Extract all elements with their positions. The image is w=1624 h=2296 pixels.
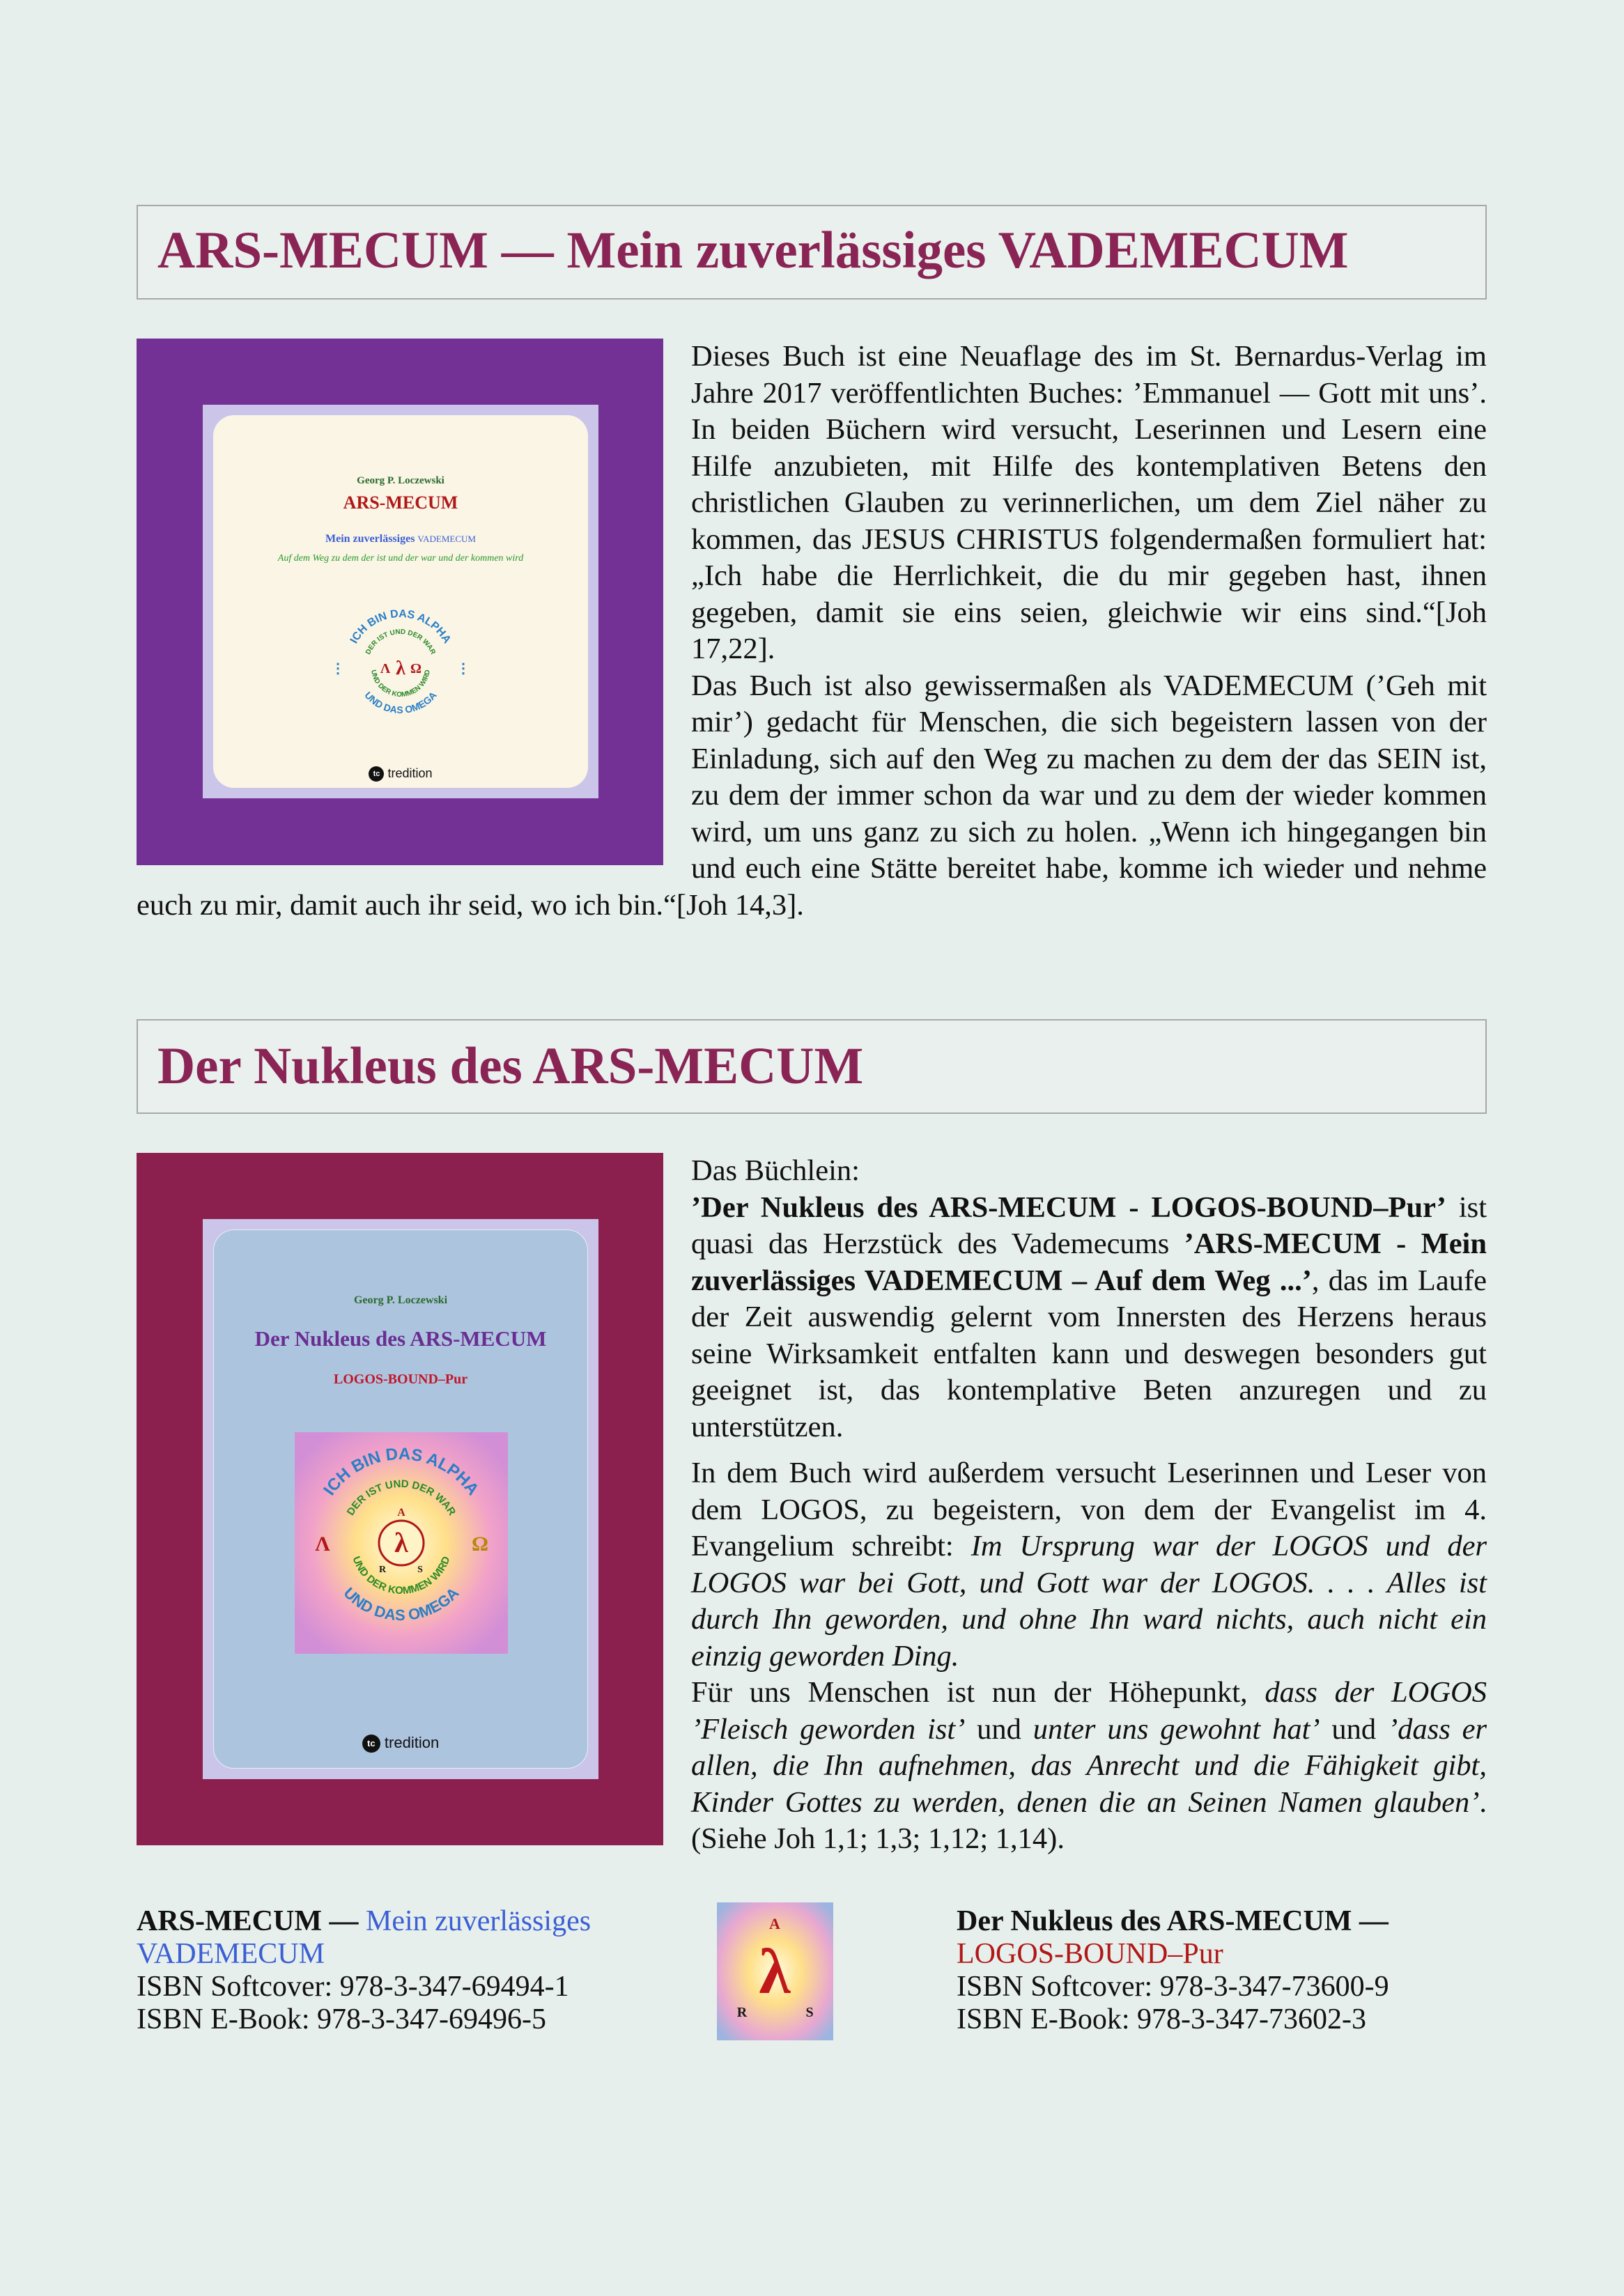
cover1-lambda: λ [396, 658, 405, 679]
footer-lambda-logo [717, 1902, 833, 2040]
cover1-dots-right: ⋮ [456, 661, 470, 676]
section2-paragraph-1: ’Der Nukleus des ARS-MECUM - LOGOS-BOUND–Pur’ ist quasi das Herzstück des Vademecums ’ARS-MECUM - Mein zuverlässiges VADEMECUM – Auf dem Weg ...’, das im Laufe der Zeit auswendig gelernt vom Innersten des Herzens heraus seine Wirksamkeit entfalten kann und deswegen besonders gut geeignet ist, das kontemplative Beten anzuregen und zu unterstützen. [691, 1190, 1487, 1443]
section2-paragraph-2: In dem Buch wird außerdem versucht Leserinnen und Leser von dem LOGOS, zu begeistern, von dem der Evangelist im 4. Evangelium schreibt: Im Ursprung war der LOGOS und der LOGOS war bei Gott, und Gott war der LOGOS. . . . Alles ist durch Ihn geworden, und ohne Ihn ward nichts, auch nicht ein einzig geworden Ding. [691, 1457, 1487, 1673]
cover2-letter-a: A [397, 1507, 405, 1519]
cover2-lambda: λ [394, 1527, 408, 1558]
cover2-ring-outer-top: ICH BIN DAS ALPHA [320, 1444, 483, 1499]
cover1-ring-inner-top: DER IST UND DER WAR [364, 628, 437, 656]
isbn-ebook-left: ISBN E-Book: 978-3-347-69496-5 [137, 2003, 546, 2035]
cover1-ring-inner-bottom: UND DER KOMMEN WIRD [369, 669, 432, 699]
cover2-ring-inner-top: DER IST UND DER WAR [344, 1477, 458, 1518]
cover2-emblem [295, 1432, 508, 1654]
section2-paragraph-3: Für uns Menschen ist nun der Höhepunkt, dass der LOGOS ’Fleisch geworden ist’ und unter uns gewohnt hat’ und ’dass er allen, die Ihn aufnehmen, das Anrecht und die Fähigkeit gibt, Kinder Gottes zu werden, denen die an Seinen Namen glauben’. (Siehe Joh 1,1; 1,3; 1,12; 1,14). [691, 1676, 1487, 1855]
cover2-omega: Ω [471, 1533, 489, 1556]
logo-lambda: λ [759, 1936, 791, 2007]
section2-intro: Das Büchlein: [691, 1154, 860, 1187]
tredition-logo-icon: tc [369, 766, 384, 782]
section2-heading: Der Nukleus des ARS-MECUM [157, 1037, 864, 1095]
cover2-letter-s: S [417, 1565, 423, 1575]
cover1-author: Georg P. Loczewski [357, 475, 444, 486]
section1-heading-box [137, 205, 1487, 300]
cover2-author: Georg P. Loczewski [353, 1294, 448, 1306]
footer-right-book-info: Der Nukleus des ARS-MECUM — LOGOS-BOUND–Pur ISBN Softcover: 978-3-347-73600-9 ISBN E-Book: 978-3-347-73602-3 [957, 1905, 1389, 2035]
footer-left-book-info: ARS-MECUM — Mein zuverlässiges VADEMECUM ISBN Softcover: 978-3-347-69494-1 ISBN E-Book: 978-3-347-69496-5 [137, 1905, 591, 2035]
section1-paragraph-1: Dieses Buch ist eine Neuaflage des im St. Bernardus-Verlag im Jahre 2017 veröffentlichten Buches: ’Emmanuel — Gott mit uns’. In beiden Büchern wird versucht, Leserinnen und Lesern eine Hilfe anzubieten, mit Hilfe des kontemplativen Betens den christlichen Glauben zu verinnerlichen, um dem Ziel näher zu kommen, das JESUS CHRISTUS folgendermaßen formuliert hat: „Ich habe die Herrlichkeit, die du mir gegeben hast, ihnen gegeben, damit sie eins seien, gleichwie wir eins sind.“[Joh 17,22]. [691, 340, 1487, 665]
section1-paragraph-2: Das Buch ist also gewissermaßen als VADEMECUM (’Geh mit mir’) gedacht für Menschen, die sich begeistern lassen von der Einladung, sich auf den Weg zu machen zu dem der das SEIN ist, zu dem der immer schon da war und zu dem der wieder kommen wird, um uns ganz zu sich zu holen. „Wenn ich hingegangen bin und euch eine Stätte bereitet habe, komme ich wieder und nehme euch zu mir, damit auch ihr seid, wo ich bin.“[Joh 14,3]. [137, 669, 1487, 922]
cover2-card [213, 1230, 588, 1769]
cover1-ring-outer-bottom: UND DAS OMEGA [362, 689, 439, 716]
cover1-card [213, 415, 588, 788]
tredition-logo-icon: tc [362, 1735, 380, 1753]
cover1-title: ARS-MECUM [343, 492, 458, 513]
cover1-publisher: tc tredition [213, 755, 588, 792]
cover2-publisher: tc tredition [214, 1725, 587, 1762]
section2-heading-box [137, 1019, 1487, 1114]
cover1-subtitle: Mein zuverlässiges VADEMECUM [325, 533, 476, 545]
section1-book-cover [137, 339, 663, 865]
cover2-ring-inner-bottom: UND DER KOMMEN WIRD [350, 1554, 453, 1597]
section2-text [137, 1153, 1487, 1858]
isbn-softcover-left: ISBN Softcover: 978-3-347-69494-1 [137, 1971, 569, 2003]
cover1-omega: Ω [410, 661, 422, 676]
section1-text [137, 339, 1487, 924]
logo-letter-s: S [805, 2005, 814, 2020]
logo-letter-a: A [769, 1915, 780, 1932]
isbn-softcover-right: ISBN Softcover: 978-3-347-73600-9 [957, 1971, 1389, 2003]
section2-book-cover [137, 1153, 663, 1845]
cover1-emblem [331, 598, 470, 737]
cover1-alpha: Λ [380, 661, 391, 676]
logo-letter-r: R [736, 2005, 748, 2020]
cover2-letter-r: R [378, 1565, 387, 1575]
cover1-ring-outer-top: ICH BIN DAS ALPHA [348, 607, 454, 646]
cover2-subtitle: LOGOS-BOUND–Pur [333, 1372, 468, 1387]
cover2-ring-outer-bottom: UND DAS OMEGA [340, 1583, 463, 1624]
cover1-dots-left: ⋮ [331, 661, 345, 676]
cover2-alpha: Λ [315, 1533, 330, 1556]
cover1-tagline: Auf dem Weg zu dem der ist und der war und der kommen wird [277, 553, 524, 564]
isbn-ebook-right: ISBN E-Book: 978-3-347-73602-3 [957, 2003, 1366, 2035]
section1-heading: ARS-MECUM — Mein zuverlässiges VADEMECUM [157, 222, 1349, 279]
cover2-title: Der Nukleus des ARS-MECUM [254, 1326, 547, 1351]
